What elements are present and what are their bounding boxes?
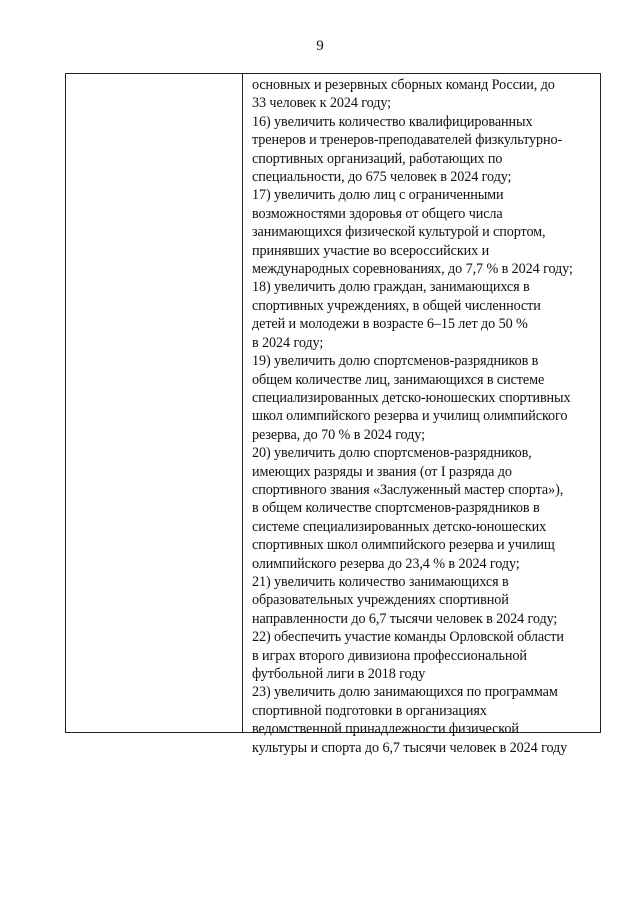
- text-line: ведомственной принадлежности физической: [252, 721, 519, 738]
- text-line: имеющих разряды и звания (от I разряда до: [252, 463, 512, 480]
- text-line: системе специализированных детско-юношеских: [252, 518, 547, 535]
- page-number: 9: [316, 38, 324, 54]
- text-line: специальности, до 675 человек в 2024 году;: [252, 169, 512, 186]
- document-table: [65, 73, 601, 756]
- text-line: футбольной лиги в 2018 году: [252, 666, 426, 682]
- text-line: в 2024 году;: [252, 334, 324, 351]
- text-line: 19) увеличить долю спортсменов-разрядников в: [252, 353, 539, 370]
- text-line: 22) обеспечить участие команды Орловской области: [252, 629, 564, 646]
- text-line: 21) увеличить количество занимающихся в: [252, 573, 509, 590]
- text-line: в общем количестве спортсменов-разрядников в: [252, 500, 540, 517]
- text-line: занимающихся физической культурой и спортом,: [252, 224, 546, 241]
- text-line: направленности до 6,7 тысячи человек в 2024 году;: [252, 610, 558, 627]
- text-line: специализированных детско-юношеских спортивных: [252, 389, 571, 406]
- text-line: общем количестве лиц, занимающихся в системе: [252, 371, 545, 388]
- text-line: детей и молодежи в возрасте 6–15 лет до 50 %: [252, 316, 528, 333]
- text-line: 23) увеличить долю занимающихся по программам: [252, 684, 558, 701]
- text-line: спортивных учреждениях, в общей численности: [252, 297, 541, 314]
- text-line: спортивной подготовки в организациях: [252, 702, 487, 719]
- text-line: резерва, до 70 % в 2024 году;: [252, 426, 425, 443]
- text-line: принявших участие во всероссийских и: [252, 242, 490, 259]
- text-line: спортивных организаций, работающих по: [252, 150, 503, 167]
- text-line: спортивного звания «Заслуженный мастер спорта»),: [252, 481, 564, 498]
- text-line: 20) увеличить долю спортсменов-разрядников,: [252, 445, 532, 462]
- text-line: культуры и спорта до 6,7 тысячи человек в 2024 году: [252, 739, 568, 756]
- text-line: 17) увеличить долю лиц с ограниченными: [252, 187, 504, 204]
- text-line: тренеров и тренеров-преподавателей физкультурно-: [252, 132, 563, 149]
- text-line: 18) увеличить долю граждан, занимающихся в: [252, 279, 530, 296]
- text-line: олимпийского резерва до 23,4 % в 2024 году;: [252, 555, 520, 572]
- text-line: основных и резервных сборных команд России, до: [252, 77, 555, 93]
- table-left-column: [66, 74, 243, 732]
- text-line: в играх второго дивизиона профессиональной: [252, 647, 527, 664]
- text-line: возможностями здоровья от общего числа: [252, 205, 503, 222]
- text-line: международных соревнованиях, до 7,7 % в 2024 году;: [252, 261, 573, 278]
- text-line: 16) увеличить количество квалифицированных: [252, 113, 533, 130]
- table-right-column: [243, 74, 600, 756]
- text-line: 33 человек к 2024 году;: [252, 95, 391, 112]
- text-line: школ олимпийского резерва и училищ олимпийского: [252, 408, 568, 425]
- text-line: спортивных школ олимпийского резерва и училищ: [252, 537, 555, 554]
- text-line: образовательных учреждениях спортивной: [252, 592, 509, 609]
